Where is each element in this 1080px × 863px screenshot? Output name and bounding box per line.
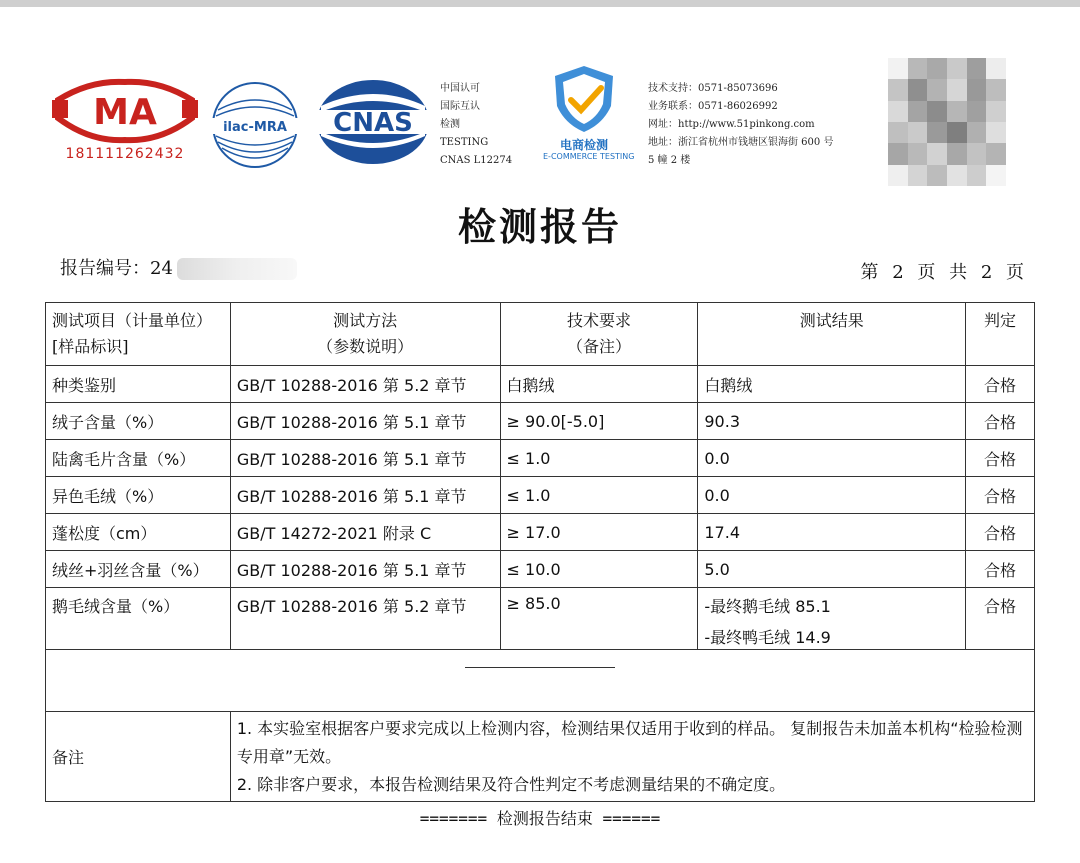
table-row <box>46 588 1035 650</box>
cell-result <box>698 588 966 650</box>
top-border <box>0 0 1080 7</box>
cell-verdict: 合格 <box>966 514 1035 551</box>
cell-item: 种类鉴别 <box>46 366 231 403</box>
blank-cell <box>46 650 1035 712</box>
cell-item: 鹅毛绒含量（%） <box>46 588 231 650</box>
cnas-logo-text: CNAS <box>333 108 413 138</box>
cell-requirement: ≤ 1.0 <box>500 477 698 514</box>
header-result: 测试结果 <box>698 303 966 366</box>
table-row <box>46 477 1035 514</box>
cell-method: GB/T 10288-2016 第 5.1 章节 <box>230 551 500 588</box>
cell-verdict: 合格 <box>966 551 1035 588</box>
cell-result: 白鹅绒 <box>698 366 966 403</box>
table-row <box>46 366 1035 403</box>
table-notes-row <box>46 712 1035 802</box>
table-row <box>46 514 1035 551</box>
table-header-row <box>46 303 1035 366</box>
cell-method: GB/T 10288-2016 第 5.2 章节 <box>230 366 500 403</box>
report-end-marker: ======= 检测报告结束 ====== <box>419 809 661 828</box>
accreditation-line: TESTING <box>440 137 489 148</box>
contact-tech-support: 技术支持：0571-85073696 <box>648 83 778 94</box>
cell-verdict: 合格 <box>966 588 1035 650</box>
header-test-item: 测试项目（计量单位） [样品标识] <box>46 303 231 366</box>
qr-code-blurred <box>888 58 1006 186</box>
table-row <box>46 440 1035 477</box>
cell-result: 0.0 <box>698 440 966 477</box>
contact-business: 业务联系：0571-86026992 <box>648 101 778 112</box>
cell-item: 陆禽毛片含量（%） <box>46 440 231 477</box>
ecommerce-testing-logo <box>543 62 635 166</box>
accreditation-line: 中国认可 <box>440 83 480 94</box>
shield-check-icon <box>543 62 625 134</box>
table-row <box>46 403 1035 440</box>
ecommerce-logo-en: E-COMMERCE TESTING <box>543 152 635 161</box>
cell-requirement: ≥ 17.0 <box>500 514 698 551</box>
cell-item: 蓬松度（cm） <box>46 514 231 551</box>
cell-method: GB/T 10288-2016 第 5.1 章节 <box>230 440 500 477</box>
accreditation-line: 国际互认 <box>440 101 480 112</box>
accreditation-line: 检测 <box>440 119 460 130</box>
cell-result: 90.3 <box>698 403 966 440</box>
cell-requirement: 白鹅绒 <box>500 366 698 403</box>
cell-result: 0.0 <box>698 477 966 514</box>
contact-website: 网址：http://www.51pinkong.com <box>648 119 815 130</box>
contact-info <box>648 80 883 170</box>
cell-method: GB/T 14272-2021 附录 C <box>230 514 500 551</box>
ilac-logo-text: ilac-MRA <box>223 120 287 135</box>
cma-number: 181111262432 <box>65 146 185 162</box>
cell-result: 5.0 <box>698 551 966 588</box>
cell-requirement: ≥ 90.0[-5.0] <box>500 403 698 440</box>
ecommerce-logo-cn: 电商检测 <box>559 138 608 152</box>
results-table <box>45 302 1035 802</box>
cell-verdict: 合格 <box>966 477 1035 514</box>
cma-logo-graphic <box>50 78 200 144</box>
cnas-logo <box>313 76 433 168</box>
header-verdict: 判定 <box>966 303 1035 366</box>
cell-item: 异色毛绒（%） <box>46 477 231 514</box>
cell-method: GB/T 10288-2016 第 5.1 章节 <box>230 403 500 440</box>
cell-method: GB/T 10288-2016 第 5.1 章节 <box>230 477 500 514</box>
cell-result: 17.4 <box>698 514 966 551</box>
cell-verdict: 合格 <box>966 440 1035 477</box>
ilac-mra-logo <box>208 80 303 170</box>
cma-logo-text: MA <box>93 92 157 133</box>
report-number-label: 报告编号：24 <box>60 258 173 279</box>
cell-verdict: 合格 <box>966 403 1035 440</box>
cell-item: 绒子含量（%） <box>46 403 231 440</box>
contact-address: 地址：浙江省杭州市钱塘区银海街 600 号 <box>648 137 834 148</box>
result-duck-down: -最终鸭毛绒 14.9 <box>704 628 831 647</box>
cma-logo <box>50 78 200 168</box>
accreditation-text <box>440 80 540 170</box>
cell-item: 绒丝+羽丝含量（%） <box>46 551 231 588</box>
header-requirement: 技术要求 （备注） <box>500 303 698 366</box>
cell-requirement: ≤ 1.0 <box>500 440 698 477</box>
accreditation-line: CNAS L12274 <box>440 155 513 166</box>
note-1: 1. 本实验室根据客户要求完成以上检测内容，检测结果仅适用于收到的样品。 复制报告未加盖本机构“检验检测专用章”无效。 <box>236 718 1023 766</box>
report-number-redacted <box>177 258 297 280</box>
notes-content <box>230 712 1034 802</box>
page-info: 第 2 页 共 2 页 <box>860 262 1028 283</box>
table-row <box>46 551 1035 588</box>
note-2: 2. 除非客户要求，本报告检测结果及符合性判定不考虑测量结果的不确定度。 <box>236 774 786 794</box>
notes-label: 备注 <box>46 712 231 802</box>
cell-method: GB/T 10288-2016 第 5.2 章节 <box>230 588 500 650</box>
cell-verdict: 合格 <box>966 366 1035 403</box>
separator-line <box>465 667 615 668</box>
report-number <box>60 254 297 280</box>
report-title: 检测报告 <box>457 204 622 249</box>
contact-address-2: 5 幢 2 楼 <box>648 155 691 166</box>
cell-requirement: ≥ 85.0 <box>500 588 698 650</box>
header-test-method: 测试方法 （参数说明） <box>230 303 500 366</box>
cell-requirement: ≤ 10.0 <box>500 551 698 588</box>
result-goose-down: -最终鹅毛绒 85.1 <box>704 597 831 616</box>
table-blank-row <box>46 650 1035 712</box>
